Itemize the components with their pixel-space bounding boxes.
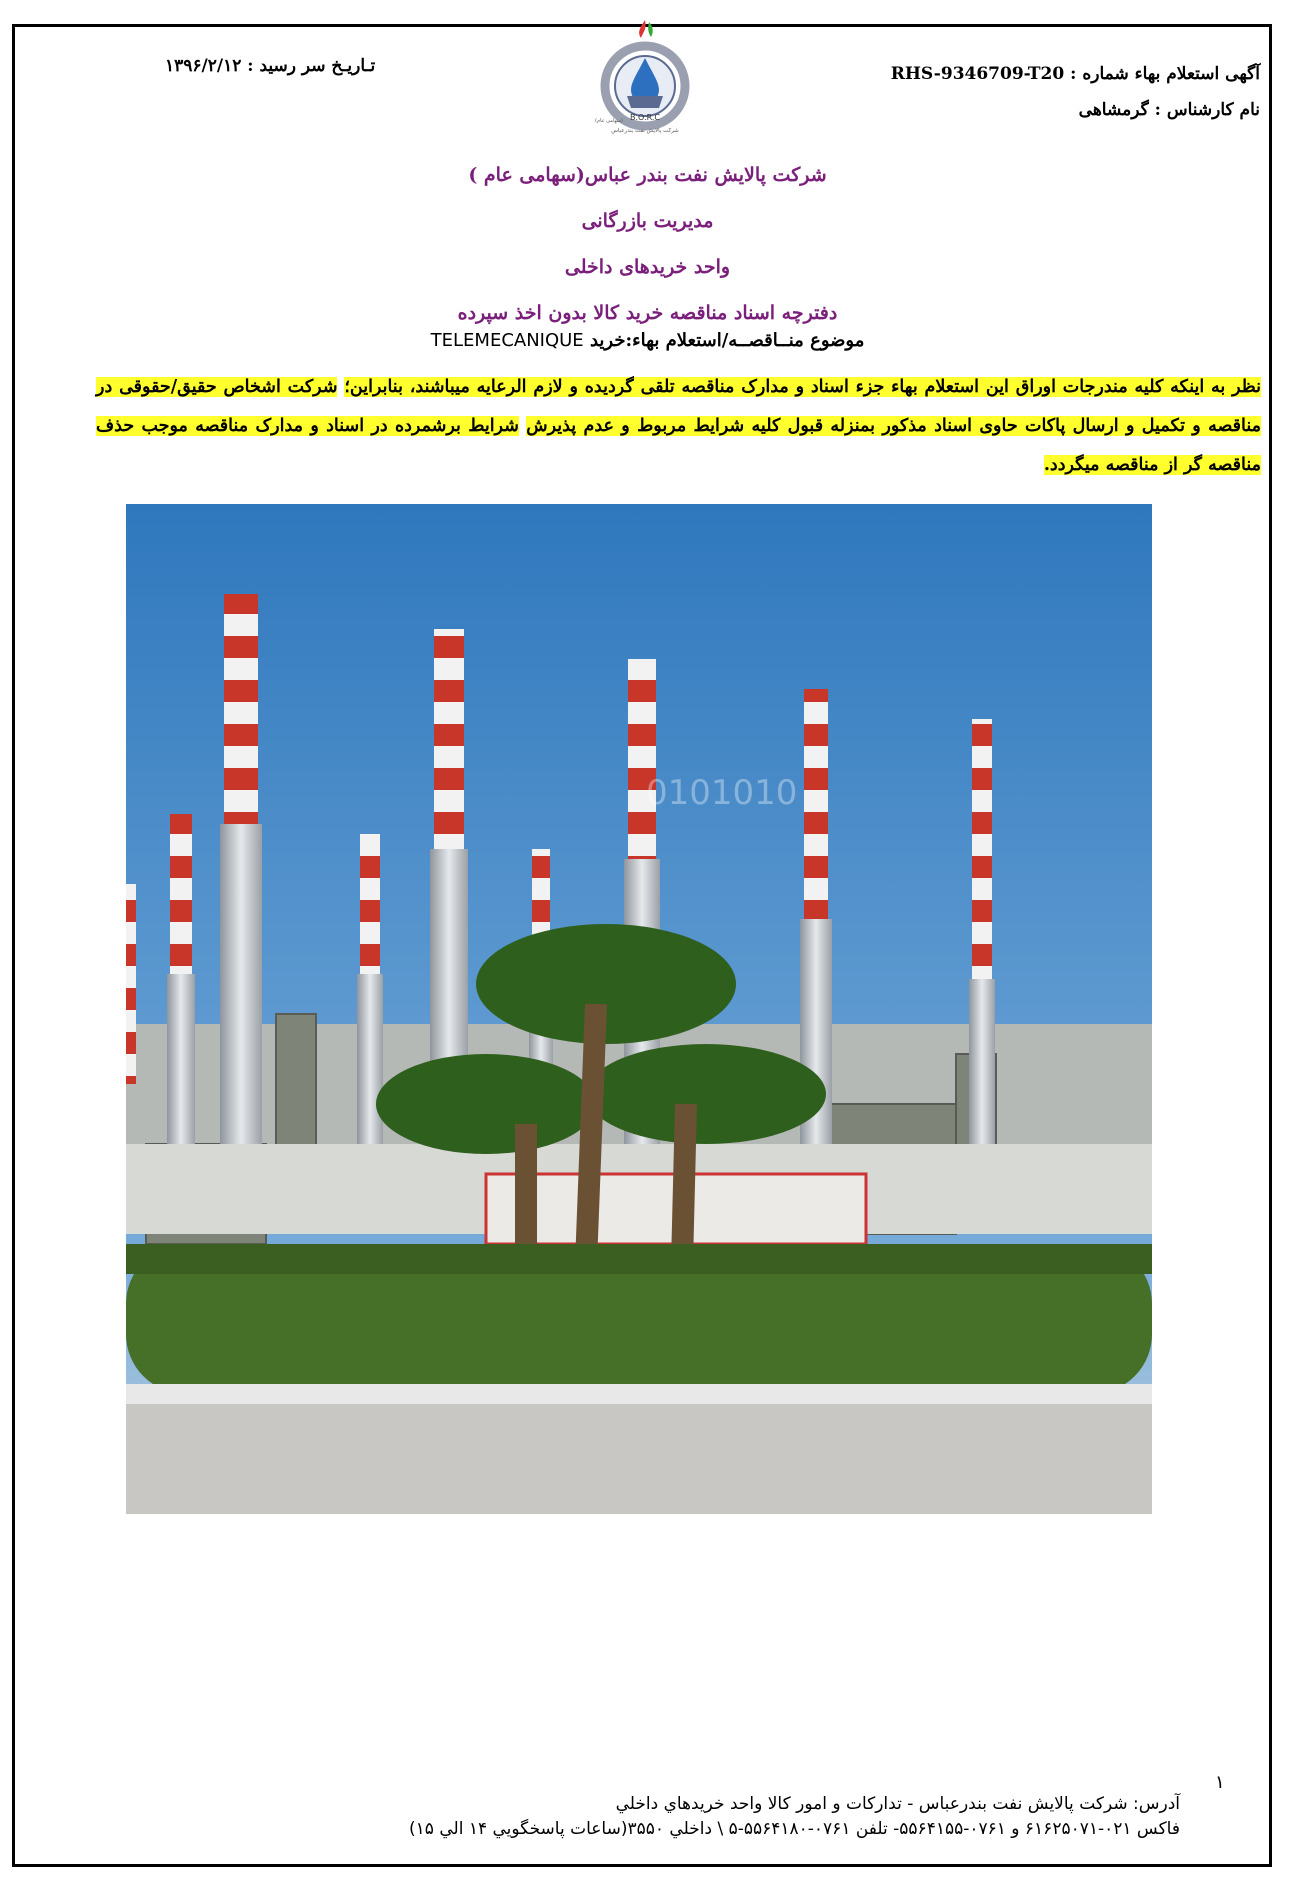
footer-contact	[409, 1792, 1180, 1842]
announcement-number	[891, 56, 1260, 92]
announcement-block	[891, 56, 1260, 128]
subject-value: TELEMECANIQUE	[430, 330, 584, 351]
page-number: ۱	[1215, 1772, 1225, 1793]
tender-subject	[0, 330, 1295, 351]
subject-label: موضوع منــاقصــه/استعلام بهاء:خرید	[589, 330, 865, 351]
notice-line-2: شرکت اشخاص حقیق/حقوقی در مناقصه و تکمیل و ارسال پاکات حاوی اسناد مذکور بمنزله قبول کلیه شرایط مربوط و عدم پذیرش	[96, 377, 1262, 436]
unit-title: واحد خریدهای داخلی	[564, 256, 731, 278]
logo-arc-text: شرکت پالایش نفت بندرعباس	[611, 128, 679, 134]
photo-watermark-digits: 0101010	[646, 773, 798, 813]
department-title: مدیریت بازرگانی	[581, 210, 714, 232]
company-title: شرکت پالایش نفت بندر عباس(سهامی عام )	[468, 164, 827, 186]
announcement-code: RHS-9346709-T20	[890, 64, 1065, 84]
refinery-photo	[126, 504, 1152, 1514]
footer-address: آدرس: شرکت پالایش نفت بندرعباس - تدارکات و امور کالا واحد خریدهاي داخلي	[615, 1794, 1180, 1814]
announcement-label: آگهی استعلام بهاء شماره :	[1070, 64, 1260, 84]
deadline-date: تـاريـخ سر رسيد : ۱۳۹۶/۲/۱۲	[165, 56, 376, 76]
booklet-title: دفترچه اسناد مناقصه خرید کالا بدون اخذ سپرده	[457, 302, 838, 324]
tender-notice	[96, 368, 1261, 485]
notice-line-3: شرایط برشمرده در اسناد و مدارک مناقصه موجب حذف مناقصه گر از مناقصه میگردد.	[96, 416, 1261, 475]
footer-phone: فاکس ۰۲۱-۶۱۶۲۵۰۷۱ و ۰۷۶۱-۵۵۶۴۱۵۵- تلفن ۰۷۶۱-۵۵۶۴۱۸۰-۵ \ داخلي ۳۵۵۰(ساعات پاسخگويي ۱۴ الي ۱۵)	[409, 1819, 1180, 1839]
document-titles	[0, 152, 1295, 336]
logo-subtext: (سهامی عام)	[595, 118, 623, 124]
company-logo	[585, 18, 705, 138]
notice-line-1: نظر به اینکه کلیه مندرجات اوراق این استعلام بهاء جزء اسناد و مدارک مناقصه تلقی گردیده و لازم الرعایه میباشند، بنابراین؛	[344, 377, 1262, 397]
expert-name: نام کارشناس : گرمشاهی	[1078, 100, 1260, 120]
logo-text: B.O.R.C	[630, 113, 660, 122]
